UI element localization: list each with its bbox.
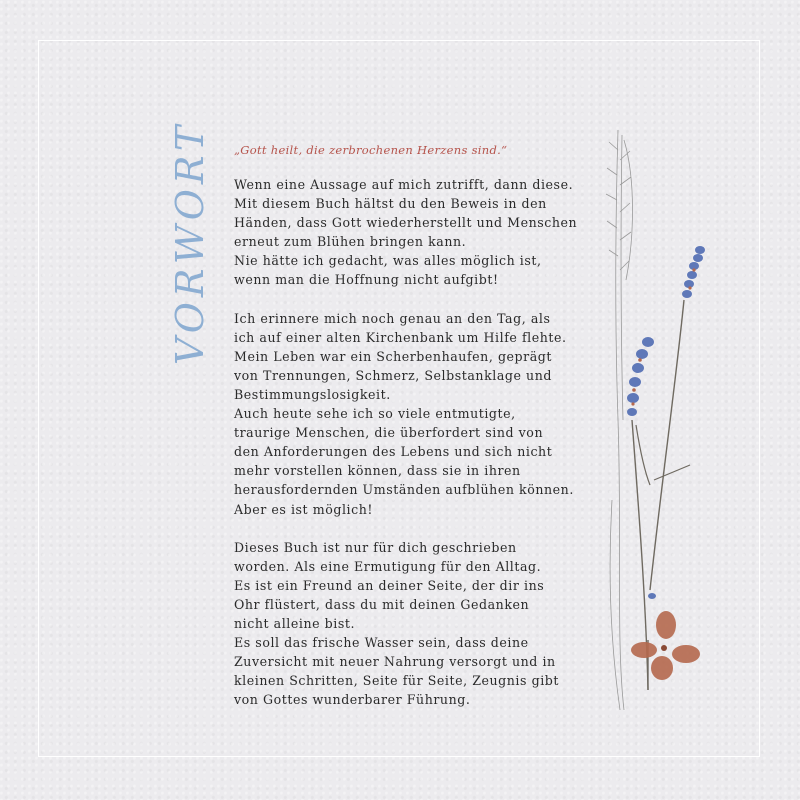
page-title: VORWORT xyxy=(168,120,212,365)
text-line: Nie hätte ich gedacht, was alles möglich ist, xyxy=(234,253,542,269)
text-line: traurige Menschen, die überfordert sind von xyxy=(234,425,544,441)
text-line: Auch heute sehe ich so viele entmutigte, xyxy=(234,406,516,422)
text-line: mehr vorstellen können, dass sie in ihren xyxy=(234,463,521,479)
text-line: Ohr flüstert, dass du mit deinen Gedanken xyxy=(234,596,530,612)
text-line: kleinen Schritten, Seite für Seite, Zeugnis gibt xyxy=(234,673,559,689)
text-line: worden. Als eine Ermutigung für den Alltag. xyxy=(234,558,542,574)
text-line: Dieses Buch ist nur für dich geschrieben xyxy=(234,539,517,555)
paragraph-1 xyxy=(234,175,584,290)
text-line: Mit diesem Buch hältst du den Beweis in den xyxy=(234,196,547,212)
text-line: Wenn eine Aussage auf mich zutrifft, dann diese. xyxy=(234,177,574,192)
epigraph-quote: „Gott heilt, die zerbrochenen Herzens sind.“ xyxy=(234,143,508,157)
paragraph-2 xyxy=(234,309,584,519)
text-line: wenn man die Hoffnung nicht aufgibt! xyxy=(234,272,499,288)
text-line: von Trennungen, Schmerz, Selbstanklage und xyxy=(234,367,552,383)
text-line: nicht alleine bist. xyxy=(234,615,356,631)
preface-text xyxy=(234,143,584,728)
text-line: Bestimmungslosigkeit. xyxy=(234,386,391,402)
text-line: den Anforderungen des Lebens und sich nicht xyxy=(234,444,553,460)
text-line: Aber es ist möglich! xyxy=(234,501,373,517)
text-line: Ich erinnere mich noch genau an den Tag, als xyxy=(234,310,551,326)
paragraph-3 xyxy=(234,538,584,710)
text-line: Es soll das frische Wasser sein, dass deine xyxy=(234,635,529,651)
text-line: Mein Leben war ein Scherbenhaufen, geprägt xyxy=(234,348,553,364)
text-line: Zuversicht mit neuer Nahrung versorgt und in xyxy=(234,654,556,670)
text-line: ich auf einer alten Kirchenbank um Hilfe flehte. xyxy=(234,329,567,345)
text-line: Es ist ein Freund an deiner Seite, der dir ins xyxy=(234,577,545,593)
lavender-sprig-icon xyxy=(650,246,705,590)
text-line: erneut zum Blühen bringen kann. xyxy=(234,234,467,250)
text-line: von Gottes wunderbarer Führung. xyxy=(234,692,471,708)
lavender-and-dried-flower-icon xyxy=(596,120,706,720)
text-line: Händen, dass Gott wiederherstellt und Menschen xyxy=(234,215,578,231)
dried-flower-icon xyxy=(631,611,700,690)
text-line: herausfordernden Umständen aufblühen können. xyxy=(234,482,574,498)
sketch-grass-icon xyxy=(606,130,633,710)
